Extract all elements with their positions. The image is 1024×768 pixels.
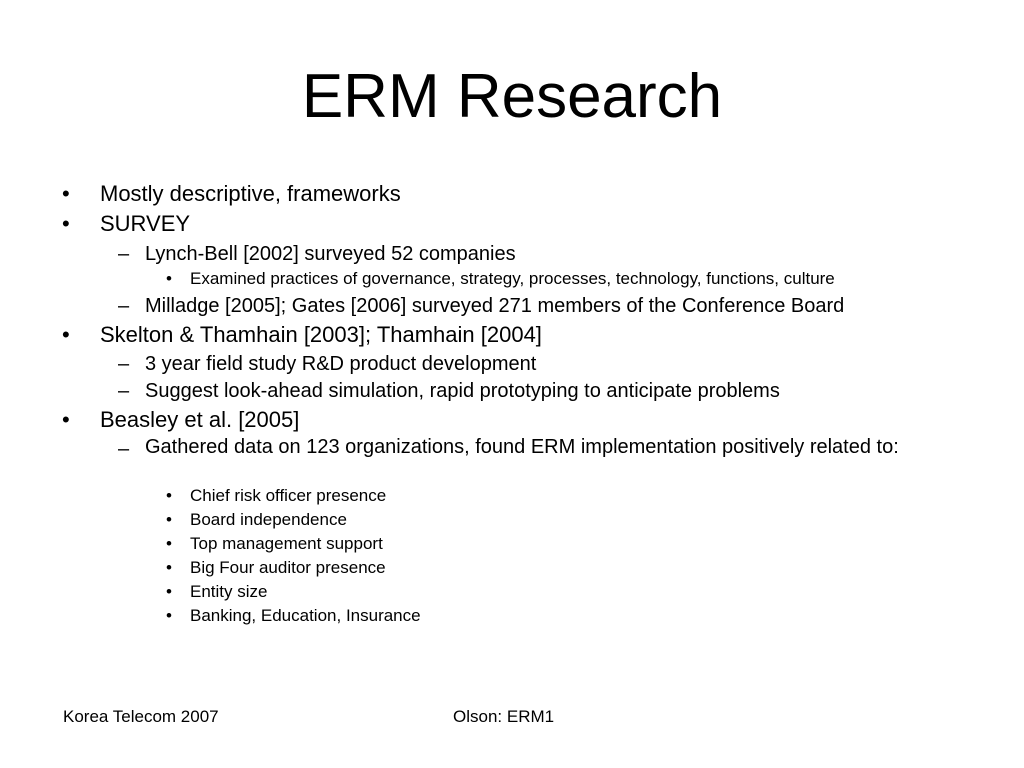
list-item-text: Milladge [2005]; Gates [2006] surveyed 271 members of the Conference Board	[145, 295, 845, 317]
bullet-marker: •	[166, 486, 172, 505]
bullet-marker: –	[118, 353, 130, 375]
bullet-marker: •	[166, 510, 172, 529]
list-item-text: Lynch-Bell [2002] surveyed 52 companies	[145, 243, 516, 265]
bullet-marker: •	[62, 407, 70, 432]
slide-title: ERM Research	[301, 62, 723, 131]
list-item-text: Mostly descriptive, frameworks	[100, 181, 401, 206]
list-item-text: Banking, Education, Insurance	[190, 606, 421, 625]
bullet-marker: –	[118, 380, 130, 402]
bullet-marker: •	[166, 534, 172, 553]
list-item-text: Chief risk officer presence	[190, 486, 387, 505]
bullet-marker: –	[118, 243, 130, 265]
bullet-marker: •	[166, 582, 172, 601]
bullet-marker: •	[62, 322, 70, 347]
list-item-text: Board independence	[190, 510, 347, 529]
list-item-text: Gathered data on 123 organizations, found ERM implementation positively related to:	[145, 436, 899, 458]
list-item-text: Skelton & Thamhain [2003]; Thamhain [2004]	[100, 322, 542, 347]
bullet-marker: •	[166, 558, 172, 577]
list-item-text: Entity size	[190, 582, 268, 601]
bullet-marker: •	[62, 211, 70, 236]
list-item-text: Beasley et al. [2005]	[100, 407, 300, 432]
list-item-text: SURVEY	[100, 211, 191, 236]
footer-center: Olson: ERM1	[453, 707, 555, 726]
list-item-text: 3 year field study R&D product development	[145, 353, 537, 375]
list-item-text: Examined practices of governance, strategy, processes, technology, functions, culture	[190, 269, 835, 288]
footer-left: Korea Telecom 2007	[63, 707, 219, 726]
bullet-marker: •	[62, 181, 70, 206]
bullet-marker: –	[118, 438, 130, 460]
list-item-text: Top management support	[190, 534, 383, 553]
list-item-text: Suggest look-ahead simulation, rapid prototyping to anticipate problems	[145, 380, 780, 402]
list-item-text: Big Four auditor presence	[190, 558, 386, 577]
bullet-marker: •	[166, 269, 172, 288]
bullet-marker: •	[166, 606, 172, 625]
bullet-marker: –	[118, 295, 130, 317]
